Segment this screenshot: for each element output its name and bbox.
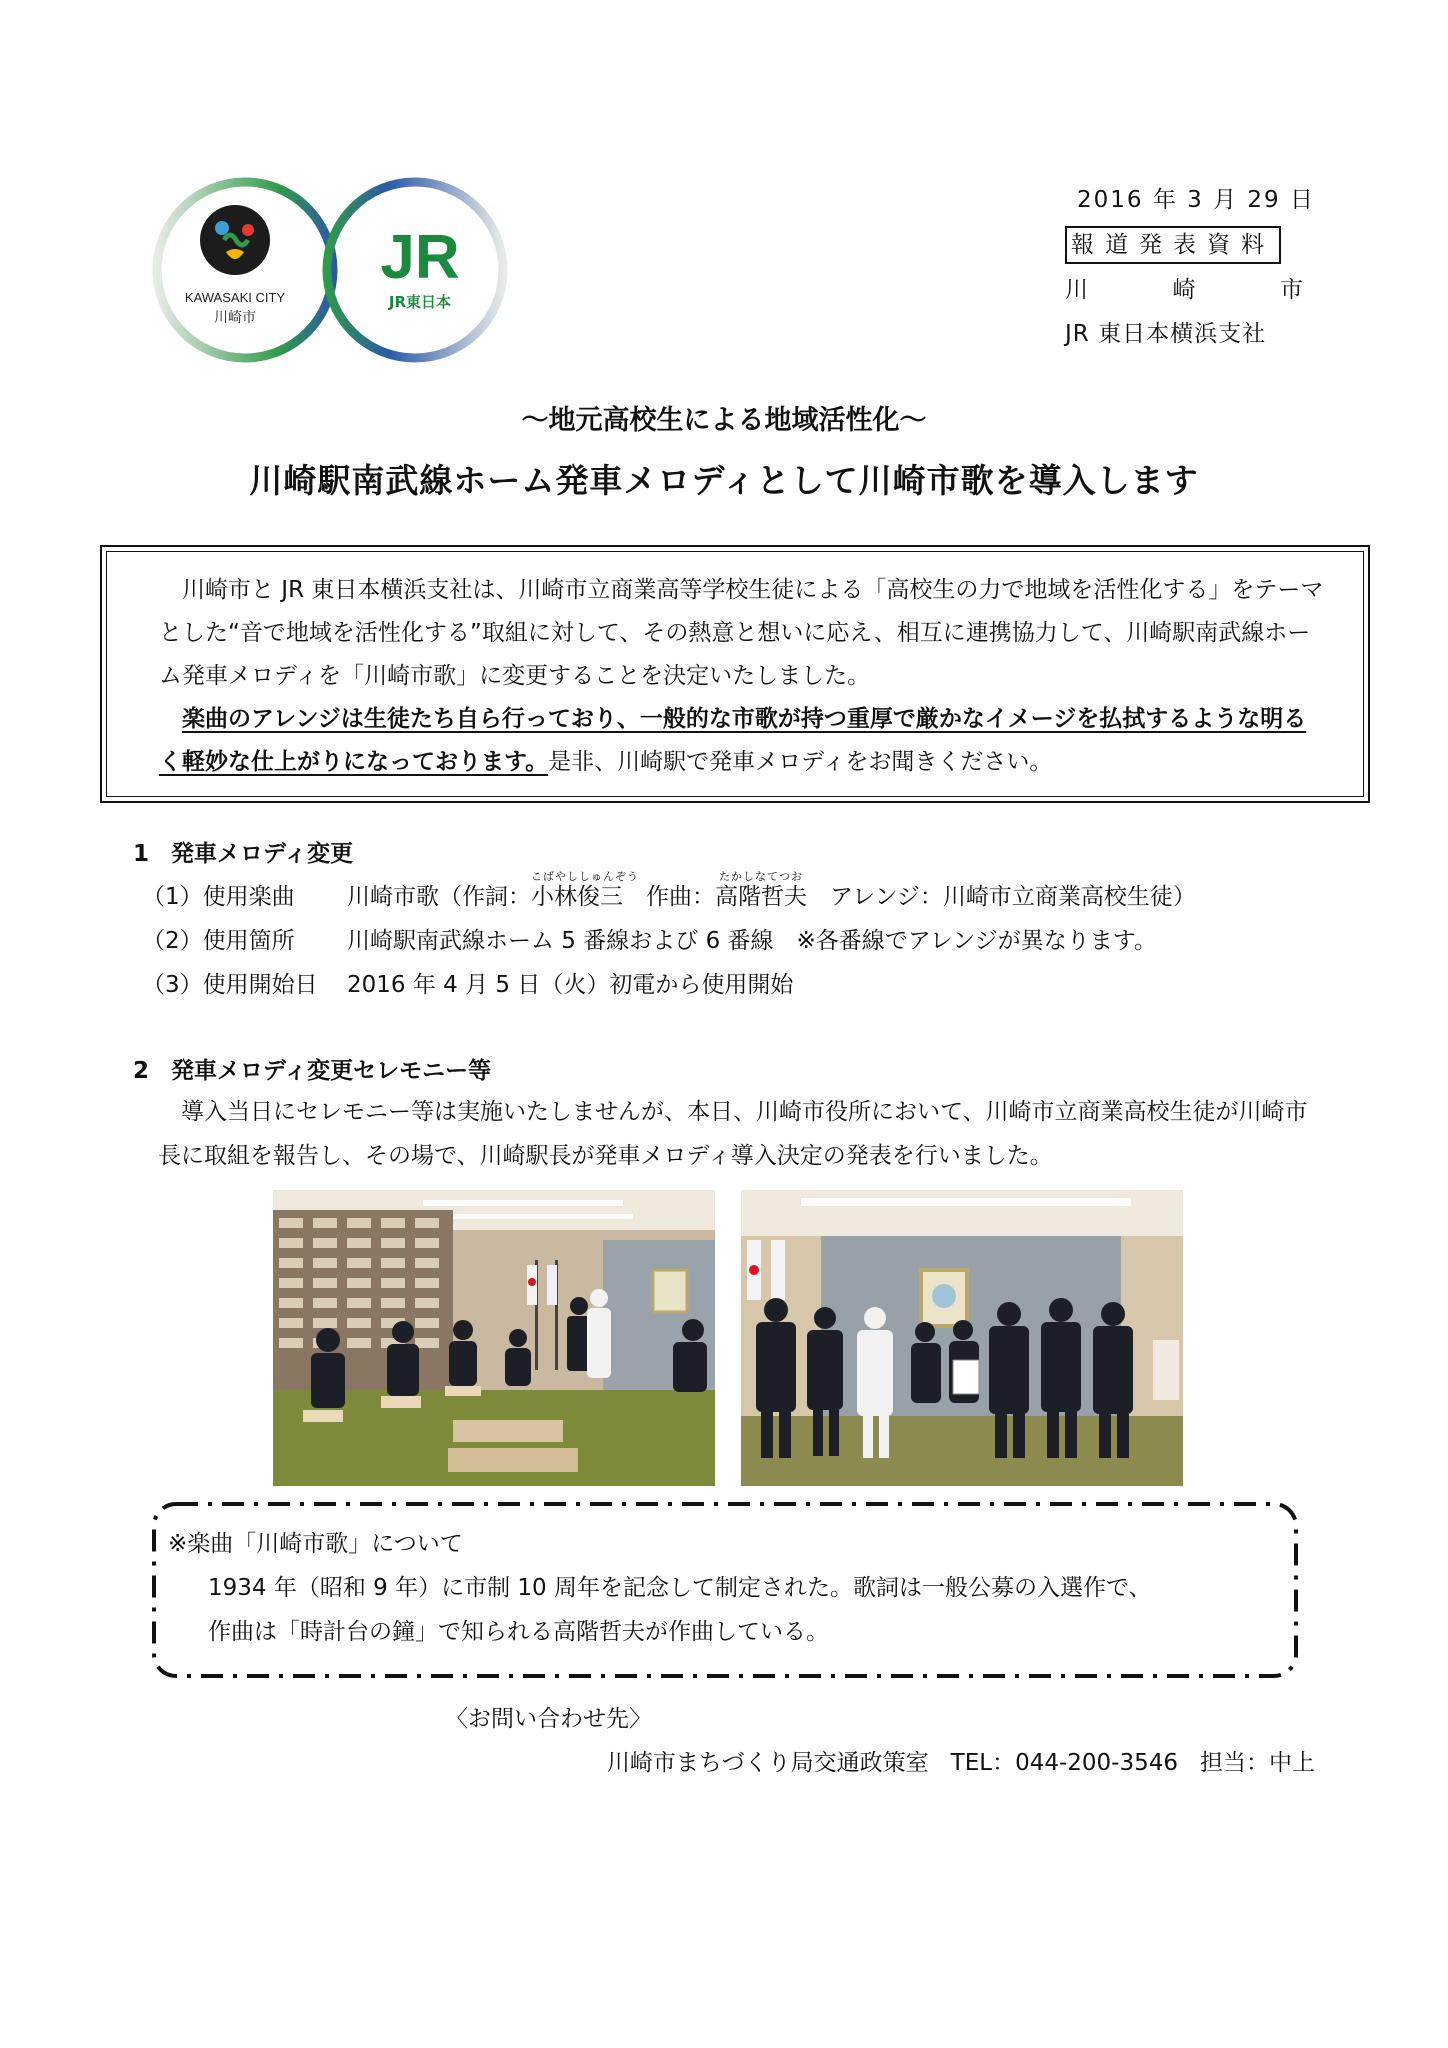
composer-ruby: たかしなてつお [719, 870, 803, 883]
issuer-city [1065, 268, 1303, 312]
list-item [142, 919, 1196, 963]
composer-label: 作曲： [623, 884, 715, 910]
section-1-title [133, 835, 353, 868]
section-2-title [133, 1052, 491, 1085]
contact-info [607, 1744, 1315, 1777]
section-number: 2 [133, 1058, 150, 1084]
press-release-label: 報道発表資料 [1065, 226, 1281, 264]
page-title: 川崎駅南武線ホーム発車メロディとして川崎市歌を導入します [249, 461, 1199, 500]
contact-person: 担当：中上 [1200, 1750, 1315, 1776]
section-title-text: 発車メロディ変更 [171, 841, 354, 867]
lyricist-ruby: こばやししゅんぞう [531, 870, 639, 883]
summary-paragraph-2 [159, 698, 1324, 784]
section-title-text: 発車メロディ変更セレモニー等 [171, 1058, 492, 1084]
arrange-credit: アレンジ：川崎市立商業高校生徒） [807, 884, 1196, 910]
note-line: 作曲は「時計台の鐘」で知られる高階哲夫が作曲している。 [208, 1619, 829, 1645]
group-photo-image [741, 1190, 1183, 1486]
item-label: （2）使用箇所 [142, 928, 295, 954]
issuer-city-char: 川 [1065, 277, 1088, 303]
ceremony-photo-meeting [273, 1190, 715, 1486]
item-value [347, 870, 1196, 919]
note-line: 1934 年（昭和 9 年）に市制 10 周年を記念して制定された。歌詞は一般公募の入選作で、 [208, 1575, 1152, 1601]
composer [715, 870, 807, 919]
kawasaki-wordmark: KAWASAKI CITY [184, 290, 286, 305]
summary-paragraph: 川崎市と JR 東日本横浜支社は、川崎市立商業高等学校生徒による「高校生の力で地域を活性化する」をテーマとした“音で地域を活性化する”取組に対して、その熱意と想いに応え、相互に連携協力して、川崎駅南武線ホーム発車メロディを「川崎市歌」に変更することを決定いたしました。 [159, 577, 1324, 689]
issuer-city-char: 市 [1280, 277, 1303, 303]
section-2-body [158, 1090, 1318, 1178]
section-number: 1 [133, 841, 150, 867]
jr-east-logo-icon [380, 223, 459, 311]
composer-name: 高階哲夫 [715, 884, 807, 910]
contact-office: 川崎市まちづくり局交通政策室 [606, 1750, 929, 1776]
subtitle: ～地元高校生による地域活性化～ [521, 405, 927, 436]
list-item [142, 870, 1196, 919]
item-label: （1）使用楽曲 [142, 884, 295, 910]
lyricist-name: 小林俊三 [531, 884, 623, 910]
issuer-city-char: 崎 [1172, 277, 1196, 303]
section-2-paragraph: 導入当日にセレモニー等は実施いたしませんが、本日、川崎市役所において、川崎市立商業高校生徒が川崎市長に取組を報告し、その場で、川崎駅長が発車メロディ導入決定の発表を行いました。 [158, 1099, 1308, 1169]
song-name: 川崎市歌（作詞： [347, 884, 531, 910]
release-date: 2016 年 3 月 29 日 [1077, 187, 1315, 213]
kawasaki-name: 川崎市 [214, 310, 256, 326]
contact-label: 〈お問い合わせ先〉 [445, 1706, 652, 1732]
item-label: （3）使用開始日 [142, 972, 318, 998]
summary-highlight: 楽曲のアレンジは生徒たち自ら行っており、一般的な市歌が持つ重厚で厳かなイメージを払拭するような明るく軽妙な仕上がりになっております。 [159, 706, 1307, 775]
issuer-meta [1065, 178, 1315, 356]
meeting-photo-image [273, 1190, 715, 1486]
summary-closing: 是非、川崎駅で発車メロディをお聞きください。 [548, 749, 1053, 775]
list-item [142, 963, 1196, 1007]
summary-box [100, 545, 1370, 803]
jr-east-name: JR東日本 [388, 293, 452, 311]
summary-text [159, 569, 1324, 784]
note-heading: ※楽曲「川崎市歌」について [168, 1531, 463, 1557]
jr-mark: JR [380, 223, 460, 292]
note-text [168, 1522, 1152, 1654]
logo-graphic [140, 170, 520, 370]
item-value: 2016 年 4 月 5 日（火）初電から使用開始 [347, 972, 794, 998]
lyricist [531, 870, 639, 919]
issuer-jr: JR 東日本横浜支社 [1065, 321, 1267, 347]
item-value: 川崎駅南武線ホーム 5 番線および 6 番線 ※各番線でアレンジが異なります。 [347, 928, 1157, 954]
section-1-items [142, 870, 1196, 1007]
joint-logo [140, 170, 520, 370]
ceremony-photo-group [741, 1190, 1183, 1486]
contact-tel: TEL：044-200-3546 [950, 1750, 1178, 1776]
kawasaki-emblem-icon [200, 205, 270, 275]
